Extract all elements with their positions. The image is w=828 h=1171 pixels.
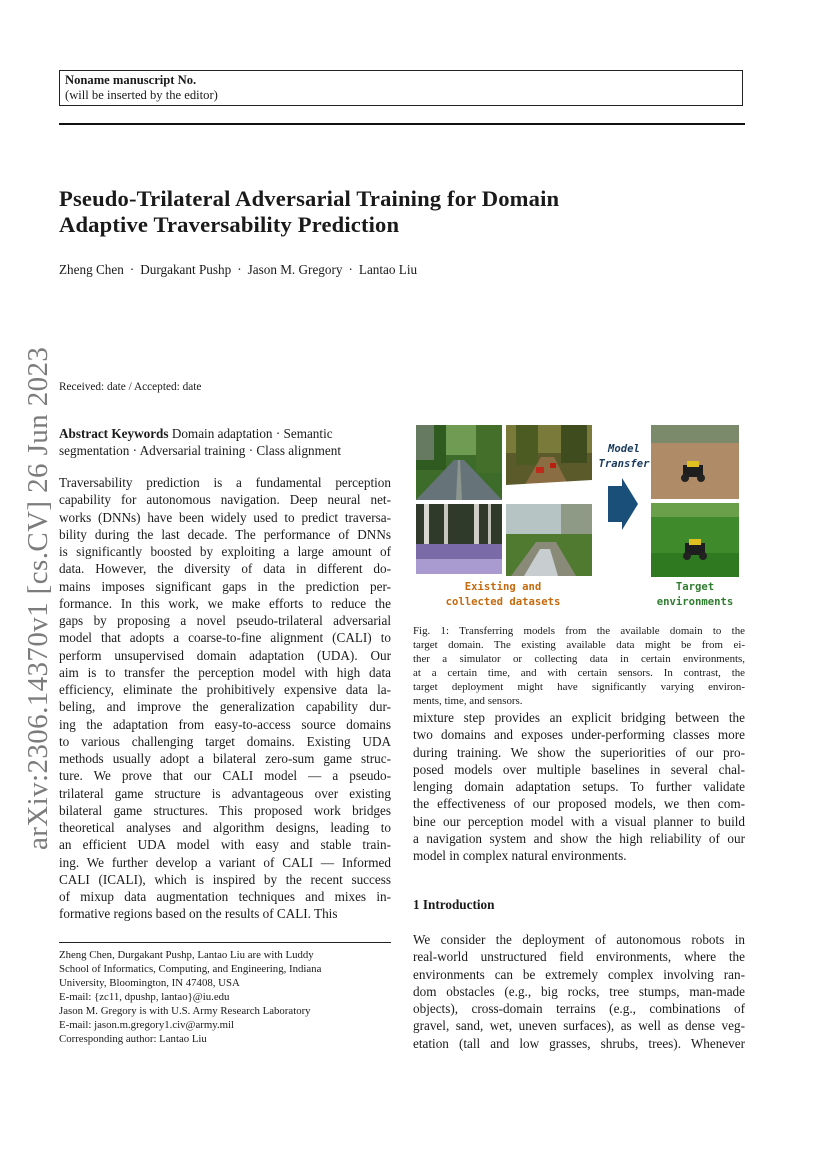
title-line: Adaptive Traversability Prediction (59, 212, 400, 237)
road-photo (416, 425, 502, 500)
footnote-line: School of Informatics, Computing, and Engineering, Indiana (59, 963, 322, 975)
keywords-line: Domain adaptation · Semantic (171, 426, 333, 441)
footnote-line: E-mail: jason.m.gregory1.civ@army.mil (59, 1019, 235, 1031)
title-line: Pseudo-Trilateral Adversarial Training for Domain (59, 186, 560, 211)
body-line: model in complex natural environments. (413, 848, 627, 863)
body-line: during training. We show the superiorities of our pro- (413, 744, 745, 760)
abstract-line: of mixup data augmentation techniques and mixes in- (59, 889, 391, 904)
caption-line: ther a simulator or collecting data in certain environments, (413, 653, 745, 666)
paper-title (59, 186, 759, 238)
abstract-line: aim is to transfer the perception model with high data (59, 664, 391, 680)
editor-note: (will be inserted by the editor) (65, 88, 218, 102)
abstract-line: trilateral game structure is advantageous over existing (59, 785, 391, 801)
abstract-line: formance. In this work, we make efforts to reduce the (59, 595, 391, 611)
abstract-line: ing the adaptation from easy-to-access source domains (59, 716, 391, 732)
footnote-rule (59, 942, 391, 943)
transfer-label-line: Transfer (598, 458, 650, 470)
abstract-line: methods usually adopt a bilateral zero-sum game struc- (59, 751, 391, 766)
abstract-line: mains imposes significant gaps in the prediction per- (59, 578, 391, 594)
body-line: a navigation system and show the high reliability of our (413, 830, 745, 846)
intro-paragraph (413, 931, 745, 1052)
abstract-line: CALI (ICALI), which is inspired by the recent success (59, 871, 391, 887)
author: Lantao Liu (358, 262, 418, 277)
source-label-line: collected datasets (445, 596, 561, 608)
caption-line: target domain. The existing available data might be from ei- (413, 639, 745, 652)
editor-box (59, 70, 743, 106)
abstract-continued (413, 709, 745, 864)
keywords (59, 425, 391, 459)
source-label-line: Existing and (464, 581, 542, 593)
author-separator: · (129, 262, 135, 277)
abstract-line: capability for autonomous navigation. Deep neural net- (59, 492, 391, 508)
author: Jason M. Gregory (247, 262, 343, 277)
author-list (59, 262, 417, 278)
abstract (59, 474, 391, 923)
footnote-line: Zheng Chen, Durgakant Pushp, Lantao Liu are with Luddy (59, 949, 314, 961)
figure-caption (413, 624, 745, 709)
manuscript-label: Noname manuscript No. (65, 73, 197, 87)
body-line: We consider the deployment of autonomous robots in (413, 932, 745, 947)
header-rule (59, 123, 745, 125)
caption-line: ments, time, and sensors. (413, 695, 523, 708)
target-dirt-photo (651, 425, 739, 499)
received-line: Received: date / Accepted: date (59, 381, 202, 393)
author-separator: · (237, 262, 242, 277)
body-line: environments can be extremely complex involving ran- (413, 966, 745, 982)
body-line: etation (tall and low grasses, shrubs, trees). Whenever (413, 1035, 745, 1051)
footnote-line: Corresponding author: Lantao Liu (59, 1033, 207, 1045)
caption-line: Fig. 1: Transferring models from the available domain to the (413, 625, 745, 637)
body-line: objects), cross-domain terrains (e.g., combinations of (413, 1001, 745, 1016)
abstract-line: formative regions based on the results of CALI. This (59, 906, 338, 922)
abstract-line: perform unsupervised domain adaptation (UDA). Our (59, 647, 391, 663)
abstract-line: efficiency, eliminate the prohibitively expensive data la- (59, 682, 391, 697)
target-label-line: Target (675, 581, 715, 593)
sim-road-photo (506, 425, 592, 500)
forest-photo (416, 504, 502, 574)
abstract-line: ture. We prove that our CALI model — a pseudo- (59, 768, 391, 784)
caption-line: target deployment might have significantly varying environ- (413, 681, 745, 694)
abstract-line: ing. We further develop a variant of CALI — Informed (59, 854, 391, 870)
body-line: gravel, sand, wet, uneven surfaces), as well as dense veg- (413, 1018, 745, 1034)
abstract-line: data. However, the diversity of data in different do- (59, 561, 391, 577)
abstract-line: theoretical analyses and algorithm designs, leading to (59, 820, 391, 835)
body-line: the effectiveness of our proposed models, we then com- (413, 796, 745, 812)
transfer-label-line: Model (608, 443, 640, 455)
abstract-line: to various challenging target domains. Existing UDA (59, 733, 391, 749)
body-line: bine our perception model with a visual planner to build (413, 813, 745, 829)
caption-line: at a certain time, and with certain sensors. In contrast, the (413, 667, 745, 680)
footnote-line: Jason M. Gregory is with U.S. Army Research Laboratory (59, 1005, 311, 1017)
body-line: lenging domain adaptation setups. To further validate (413, 779, 745, 794)
transfer-label (596, 442, 652, 472)
author: Zheng Chen (59, 262, 124, 277)
target-label-line: environments (656, 596, 734, 608)
abstract-line: is significantly boosted by exploiting a large amount of (59, 544, 391, 559)
transfer-arrow-icon (608, 478, 638, 530)
abstract-line: beling, and improve the generalization capability dur- (59, 699, 391, 715)
keywords-label: Abstract Keywords (59, 426, 169, 441)
body-line: two domains and exposes under-performing classes more (413, 727, 745, 743)
abstract-line: works (DNNs) have been widely used to predict traversa- (59, 509, 391, 525)
abstract-line: bilateral game structures. This proposed work bridges (59, 802, 391, 818)
abstract-line: bility during the last decade. The performance of DNNs (59, 526, 391, 542)
footnote-line: University, Bloomington, IN 47408, USA (59, 977, 240, 989)
target-label (649, 580, 741, 610)
abstract-line: model that adopts a coarse-to-fine alignment (CALI) to (59, 630, 391, 646)
body-line: mixture step provides an explicit bridging between the (413, 710, 745, 725)
trail-photo (506, 504, 592, 576)
footnote (59, 948, 399, 1046)
section-heading: 1 Introduction (413, 897, 495, 912)
body-line: dom obstacles (e.g., big rocks, tree stumps, man-made (413, 983, 745, 999)
body-line: real-world unstructured field environments, where the (413, 949, 745, 965)
figure-1 (413, 420, 745, 616)
footnote-line: E-mail: {zc11, dpushp, lantao}@iu.edu (59, 991, 230, 1003)
abstract-line: an efficient UDA model with easy and stable train- (59, 837, 391, 853)
author-separator: · (348, 262, 353, 277)
body-line: posed models over multiple baselines in several chal- (413, 761, 745, 777)
target-grass-photo (651, 503, 739, 577)
abstract-line: Traversability prediction is a fundamental perception (59, 475, 391, 490)
keywords-line: segmentation · Adversarial training · Class alignment (59, 443, 341, 459)
arxiv-stamp: arXiv:2306.14370v1 [cs.CV] 26 Jun 2023 (22, 346, 54, 850)
abstract-line: gaps by proposing a novel pseudo-trilateral adversarial (59, 613, 391, 628)
author: Durgakant Pushp (140, 262, 232, 277)
source-label (431, 580, 575, 610)
